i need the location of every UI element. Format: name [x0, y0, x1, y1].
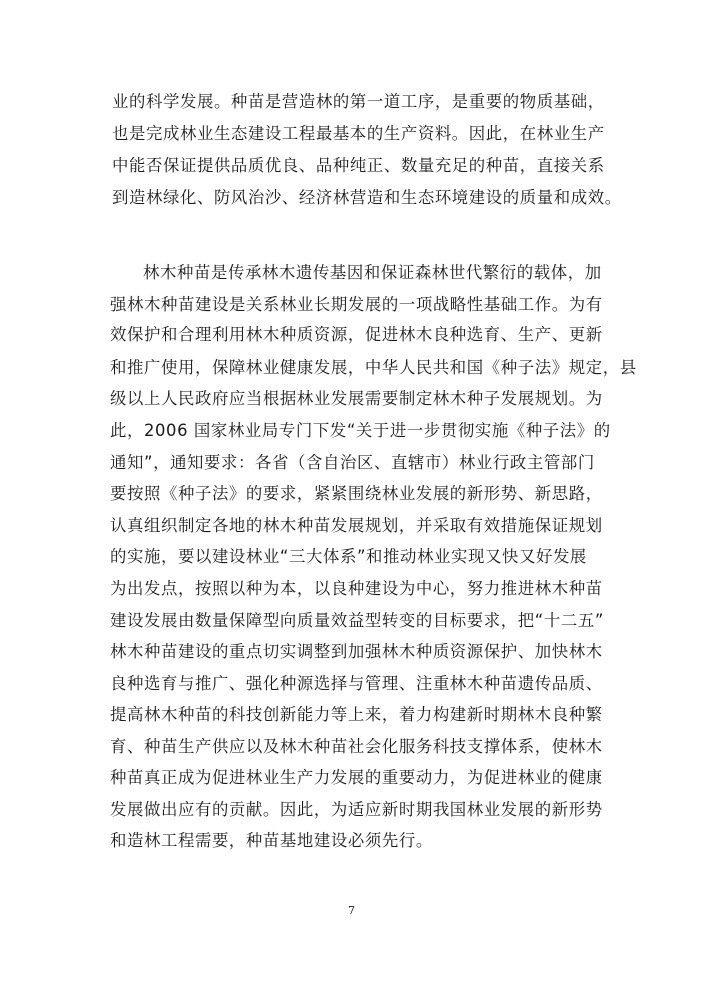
paragraph-2-line-8: 要按照《种子法》的要求，紧紧围绕林业发展的新形势、新思路，: [110, 484, 603, 503]
paragraph-1-line-3: 中能否保证提供品质优良、品种纯正、数量充足的种苗，直接关系: [112, 156, 605, 175]
paragraph-2-line-14: 良种选育与推广、强化种源选择与管理、注重林木种苗遗传品质、: [110, 674, 603, 693]
paragraph-1-line-2: 也是完成林业生态建设工程最基本的生产资料。因此，在林业生产: [112, 124, 605, 143]
paragraph-2-line-9: 认真组织制定各地的林木种苗发展规划，并采取有效措施保证规划: [110, 516, 603, 535]
paragraph-2-line-3: 效保护和合理利用林木种质资源，促进林木良种选育、生产、更新: [110, 325, 603, 344]
paragraph-2-line-1: 林木种苗是传承林木遗传基因和保证森林世代繁衍的载体，加: [143, 263, 602, 282]
paragraph-2-line-5: 级以上人民政府应当根据林业发展需要制定林木种子发展规划。为: [110, 389, 603, 408]
paragraph-2-line-7: 通知”，通知要求：各省（含自治区、直辖市）林业行政主管部门: [110, 453, 595, 472]
paragraph-2-line-13: 林木种苗建设的重点切实调整到加强林木种质资源保护、加快林木: [110, 642, 603, 661]
paragraph-2-line-18: 发展做出应有的贡献。因此，为适应新时期我国林业发展的新形势: [110, 800, 603, 819]
paragraph-2-line-4: 和推广使用，保障林业健康发展，中华人民共和国《种子法》规定，县: [110, 358, 637, 377]
paragraph-2-line-6: 此，2006 国家林业局专门下发“关于进一步贯彻实施《种子法》的: [110, 421, 611, 440]
paragraph-1-line-4: 到造林绿化、防风治沙、经济林营造和生态环境建设的质量和成效。: [112, 188, 622, 207]
paragraph-2-line-17: 种苗真正成为促进林业生产力发展的重要动力，为促进林业的健康: [110, 768, 603, 787]
paragraph-2-line-12: 建设发展由数量保障型向质量效益型转变的目标要求，把“十二五”: [110, 611, 604, 630]
paragraph-2-line-19: 和造林工程需要，种苗基地建设必须先行。: [110, 831, 433, 850]
paragraph-2-line-16: 育、种苗生产供应以及林木种苗社会化服务科技支撑体系，使林木: [110, 737, 603, 756]
paragraph-1-line-1: 业的科学发展。种苗是营造林的第一道工序，是重要的物质基础，: [112, 92, 605, 111]
paragraph-2-line-11: 为出发点，按照以种为本，以良种建设为中心，努力推进林木种苗: [110, 579, 603, 598]
paragraph-2-line-15: 提高林木种苗的科技创新能力等上来，着力构建新时期林木良种繁: [110, 705, 603, 724]
paragraph-2-line-2: 强林木种苗建设是关系林业长期发展的一项战略性基础工作。为有: [110, 295, 603, 314]
paragraph-2-line-10: 的实施，要以建设林业“三大体系”和推动林业实现又快又好发展: [110, 547, 587, 566]
page-number: 7: [348, 904, 355, 917]
